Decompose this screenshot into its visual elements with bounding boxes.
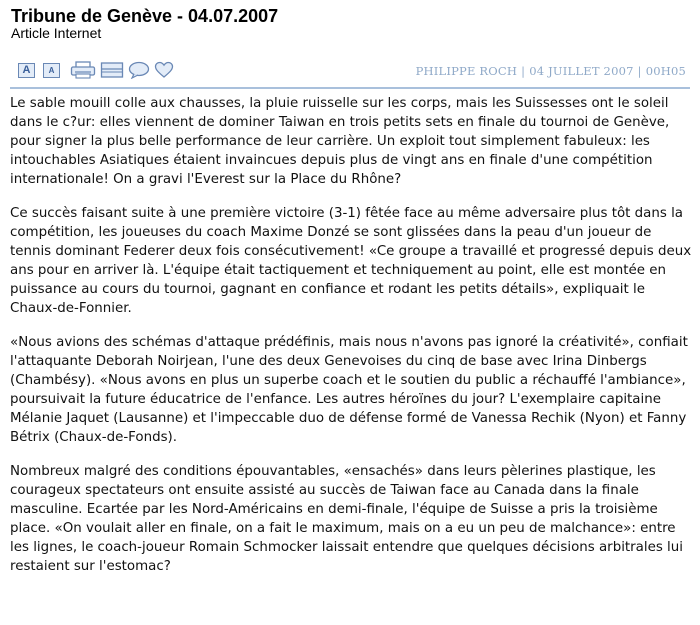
email-icon [100,61,124,79]
text-larger-icon: A [22,64,31,76]
publish-time: 00H05 [645,64,686,78]
favorite-button[interactable] [154,61,174,79]
article-byline [416,64,686,78]
comment-icon [128,61,150,79]
comment-button[interactable] [128,61,150,79]
text-smaller-button[interactable] [43,63,60,78]
article-paragraph: «Nous avions des schémas d'attaque prédéfinis, mais nous n'avons pas ignoré la créativité», confiait l'attaquante Deborah Noirjean, l'une des deux Genevoises du cinq de base avec Irina Dinbergs (Chambésy). «Nous avons en plus un superbe coach et le soutien du public a réchauffé l'ambiance», poursuivait la future éducatrice de l'enfance. Les autres héroïnes du jour? L'exemplaire capitaine Mélanie Jaquet (Lausanne) et l'impeccable duo de défense formé de Vanessa Rechik (Nyon) et Fanny Bétrix (Chaux-de-Fonds). [10,335,688,445]
article-paragraph: Ce succès faisant suite à une première victoire (3-1) fêtée face au même adversaire plus tôt dans la compétition, les joueuses du coach Maxime Donzé se sont glissées dans la peau d'un joueur de tennis dominant Federer deux fois consécutivement! «Ce groupe a travaillé et progressé depuis deux ans pour en arriver là. L'équipe était tactiquement et techniquement au point, elle est montée en puissance au cours du tournoi, gagnant en confiance et rodant les petits détails», expliquait le Chaux-de-Fonnier. [10,206,692,316]
byline-separator: | [637,64,642,78]
page-subtitle: Article Internet [11,25,102,41]
byline-separator: | [521,64,526,78]
article-paragraph: Le sable mouill colle aux chausses, la pluie ruisselle sur les corps, mais les Suissesses ont le soleil dans le c?ur: elles viennent de dominer Taiwan en trois petits sets en finale du tournoi de Genève, pour signer la plus belle performance de leur carrière. Un exploit tout simplement fabuleux: les intouchables Asiatiques étaient invaincues depuis plus de vingt ans en finale d'une compétition internationale! On a gravi l'Everest sur la Place du Rhône? [10,96,670,187]
article-paragraph: Nombreux malgré des conditions épouvantables, «ensachés» dans leurs pèlerines plastique, les courageux spectateurs ont ensuite assisté au succès de Taiwan face au Canada dans la finale masculine. Ecartée par les Nord-Américains en demi-finale, l'équipe de Suisse a pris la troisième place. «On voulait aller en finale, on a fait le maximum, mais on a eu un peu de malchance»: entre les lignes, le coach-joueur Romain Schmocker laissait entendre que quelques décisions arbitrales lui restaient sur l'estomac? [10,464,683,574]
print-button[interactable] [70,61,96,79]
text-larger-button[interactable] [18,63,35,78]
email-button[interactable] [100,61,124,79]
header-divider [10,87,690,89]
print-icon [70,61,96,79]
author-name: PHILIPPE ROCH [415,64,518,78]
article-body [10,94,694,591]
article-toolbar [18,61,174,79]
page-title: Tribune de Genève - 04.07.2007 [11,6,279,26]
publish-date: 04 JUILLET 2007 [529,64,634,78]
text-smaller-icon: A [48,65,55,75]
favorite-icon [154,61,174,79]
